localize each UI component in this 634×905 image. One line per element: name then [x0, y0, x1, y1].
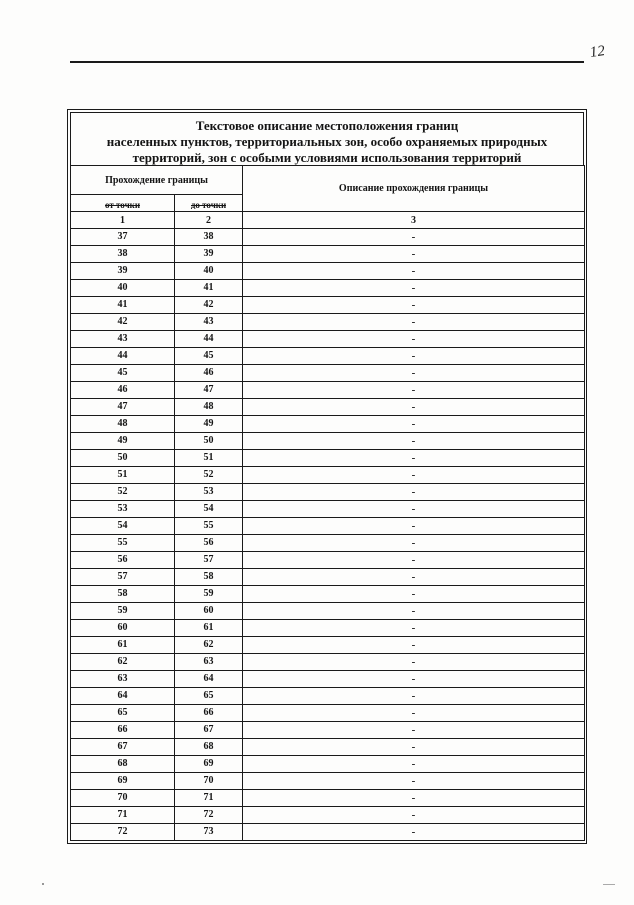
- from-point-cell: 41: [71, 297, 175, 314]
- to-point-cell: 50: [175, 433, 243, 450]
- description-cell: -: [243, 280, 585, 297]
- table-row: [71, 518, 585, 535]
- table-row: [71, 773, 585, 790]
- to-point-cell: 73: [175, 824, 243, 841]
- to-point-cell: 61: [175, 620, 243, 637]
- to-point-cell: 57: [175, 552, 243, 569]
- from-point-cell: 38: [71, 246, 175, 263]
- passage-header: Прохождение границы: [71, 166, 243, 195]
- from-point-cell: 45: [71, 365, 175, 382]
- description-cell: -: [243, 314, 585, 331]
- from-point-cell: 39: [71, 263, 175, 280]
- from-point-cell: 58: [71, 586, 175, 603]
- description-cell: -: [243, 348, 585, 365]
- to-point-cell: 56: [175, 535, 243, 552]
- to-point-cell: 46: [175, 365, 243, 382]
- title-line-2: населенных пунктов, территориальных зон, особо охраняемых природных: [106, 134, 548, 149]
- description-cell: -: [243, 569, 585, 586]
- to-point-cell: 51: [175, 450, 243, 467]
- table-row: [71, 365, 585, 382]
- description-cell: -: [243, 399, 585, 416]
- description-cell: -: [243, 722, 585, 739]
- description-cell: -: [243, 790, 585, 807]
- from-point-cell: 43: [71, 331, 175, 348]
- table-row: [71, 382, 585, 399]
- to-point-cell: 69: [175, 756, 243, 773]
- description-cell: -: [243, 824, 585, 841]
- from-point-cell: 60: [71, 620, 175, 637]
- header-rule: [70, 61, 584, 63]
- description-cell: -: [243, 637, 585, 654]
- from-point-cell: 66: [71, 722, 175, 739]
- from-point-cell: 62: [71, 654, 175, 671]
- to-point-cell: 65: [175, 688, 243, 705]
- to-point-cell: 59: [175, 586, 243, 603]
- from-point-cell: 71: [71, 807, 175, 824]
- from-point-cell: 50: [71, 450, 175, 467]
- from-point-cell: 64: [71, 688, 175, 705]
- description-cell: -: [243, 603, 585, 620]
- header-row-1: [71, 166, 585, 195]
- from-point-cell: 56: [71, 552, 175, 569]
- table-row: [71, 433, 585, 450]
- table-row: [71, 246, 585, 263]
- from-point-cell: 59: [71, 603, 175, 620]
- to-point-cell: 72: [175, 807, 243, 824]
- title-line-1: Текстовое описание местоположения границ: [195, 118, 459, 133]
- to-point-cell: 45: [175, 348, 243, 365]
- from-point-cell: 51: [71, 467, 175, 484]
- table-row: [71, 620, 585, 637]
- table-row: [71, 484, 585, 501]
- description-cell: -: [243, 586, 585, 603]
- from-point-cell: 42: [71, 314, 175, 331]
- to-point-cell: 64: [175, 671, 243, 688]
- from-point-cell: 67: [71, 739, 175, 756]
- table-row: [71, 586, 585, 603]
- description-cell: -: [243, 416, 585, 433]
- from-point-cell: 40: [71, 280, 175, 297]
- column-number-row: [71, 212, 585, 229]
- table-row: [71, 416, 585, 433]
- description-cell: -: [243, 773, 585, 790]
- from-point-cell: 69: [71, 773, 175, 790]
- scan-speck: [603, 884, 615, 885]
- description-cell: -: [243, 518, 585, 535]
- from-point-cell: 68: [71, 756, 175, 773]
- description-cell: -: [243, 433, 585, 450]
- to-point-cell: 41: [175, 280, 243, 297]
- table-row: [71, 756, 585, 773]
- description-header: Описание прохождения границы: [243, 166, 585, 212]
- table-row: [71, 331, 585, 348]
- from-point-cell: 49: [71, 433, 175, 450]
- table-row: [71, 688, 585, 705]
- column-number-3: 3: [243, 212, 585, 229]
- to-point-cell: 44: [175, 331, 243, 348]
- description-cell: -: [243, 501, 585, 518]
- description-cell: -: [243, 331, 585, 348]
- column-number-1: 1: [71, 212, 175, 229]
- table-row: [71, 450, 585, 467]
- table-row: [71, 263, 585, 280]
- from-point-cell: 63: [71, 671, 175, 688]
- page-number: 12: [588, 43, 606, 61]
- from-point-cell: 44: [71, 348, 175, 365]
- to-point-cell: 70: [175, 773, 243, 790]
- description-cell: -: [243, 297, 585, 314]
- to-point-cell: 40: [175, 263, 243, 280]
- to-point-cell: 52: [175, 467, 243, 484]
- table-title: [70, 112, 584, 165]
- description-cell: -: [243, 807, 585, 824]
- to-point-cell: 39: [175, 246, 243, 263]
- from-point-cell: 55: [71, 535, 175, 552]
- boundary-table: [70, 165, 585, 841]
- from-point-cell: 70: [71, 790, 175, 807]
- from-point-cell: 52: [71, 484, 175, 501]
- to-point-cell: 68: [175, 739, 243, 756]
- table-row: [71, 790, 585, 807]
- to-point-cell: 48: [175, 399, 243, 416]
- table-row: [71, 705, 585, 722]
- title-line-3: территорий, зон с особыми условиями использования территорий: [132, 150, 522, 165]
- from-point-cell: 53: [71, 501, 175, 518]
- description-cell: -: [243, 450, 585, 467]
- from-point-cell: 72: [71, 824, 175, 841]
- to-point-cell: 53: [175, 484, 243, 501]
- to-point-cell: 55: [175, 518, 243, 535]
- table-row: [71, 671, 585, 688]
- from-point-label: от точки: [104, 201, 141, 209]
- table-row: [71, 297, 585, 314]
- column-number-2: 2: [175, 212, 243, 229]
- description-cell: -: [243, 705, 585, 722]
- from-point-cell: 37: [71, 229, 175, 246]
- table-row: [71, 654, 585, 671]
- description-cell: -: [243, 535, 585, 552]
- description-cell: -: [243, 263, 585, 280]
- description-cell: -: [243, 467, 585, 484]
- table-row: [71, 603, 585, 620]
- table-body: [71, 229, 585, 841]
- to-point-cell: 58: [175, 569, 243, 586]
- boundary-description-table: [67, 109, 587, 844]
- description-cell: -: [243, 484, 585, 501]
- description-cell: -: [243, 229, 585, 246]
- description-cell: -: [243, 246, 585, 263]
- table-row: [71, 467, 585, 484]
- table-row: [71, 314, 585, 331]
- description-cell: -: [243, 365, 585, 382]
- table-row: [71, 637, 585, 654]
- scan-speck: [42, 883, 44, 885]
- to-point-cell: 66: [175, 705, 243, 722]
- to-point-cell: 63: [175, 654, 243, 671]
- description-cell: -: [243, 620, 585, 637]
- description-cell: -: [243, 756, 585, 773]
- table-row: [71, 348, 585, 365]
- description-cell: -: [243, 739, 585, 756]
- to-point-header: [175, 195, 243, 212]
- to-point-cell: 38: [175, 229, 243, 246]
- table-row: [71, 399, 585, 416]
- description-cell: -: [243, 382, 585, 399]
- to-point-cell: 60: [175, 603, 243, 620]
- table-row: [71, 739, 585, 756]
- table-row: [71, 535, 585, 552]
- table-row: [71, 722, 585, 739]
- from-point-cell: 61: [71, 637, 175, 654]
- table-row: [71, 824, 585, 841]
- from-point-cell: 65: [71, 705, 175, 722]
- description-cell: -: [243, 552, 585, 569]
- from-point-cell: 54: [71, 518, 175, 535]
- from-point-header: [71, 195, 175, 212]
- from-point-cell: 57: [71, 569, 175, 586]
- table-row: [71, 280, 585, 297]
- from-point-cell: 47: [71, 399, 175, 416]
- description-cell: -: [243, 654, 585, 671]
- table-row: [71, 569, 585, 586]
- to-point-cell: 49: [175, 416, 243, 433]
- from-point-cell: 48: [71, 416, 175, 433]
- to-point-cell: 62: [175, 637, 243, 654]
- table-row: [71, 501, 585, 518]
- table-row: [71, 552, 585, 569]
- to-point-cell: 54: [175, 501, 243, 518]
- description-cell: -: [243, 671, 585, 688]
- from-point-cell: 46: [71, 382, 175, 399]
- to-point-cell: 67: [175, 722, 243, 739]
- description-cell: -: [243, 688, 585, 705]
- to-point-cell: 71: [175, 790, 243, 807]
- table-row: [71, 229, 585, 246]
- to-point-cell: 47: [175, 382, 243, 399]
- to-point-cell: 42: [175, 297, 243, 314]
- to-point-label: до точки: [190, 201, 227, 209]
- table-row: [71, 807, 585, 824]
- to-point-cell: 43: [175, 314, 243, 331]
